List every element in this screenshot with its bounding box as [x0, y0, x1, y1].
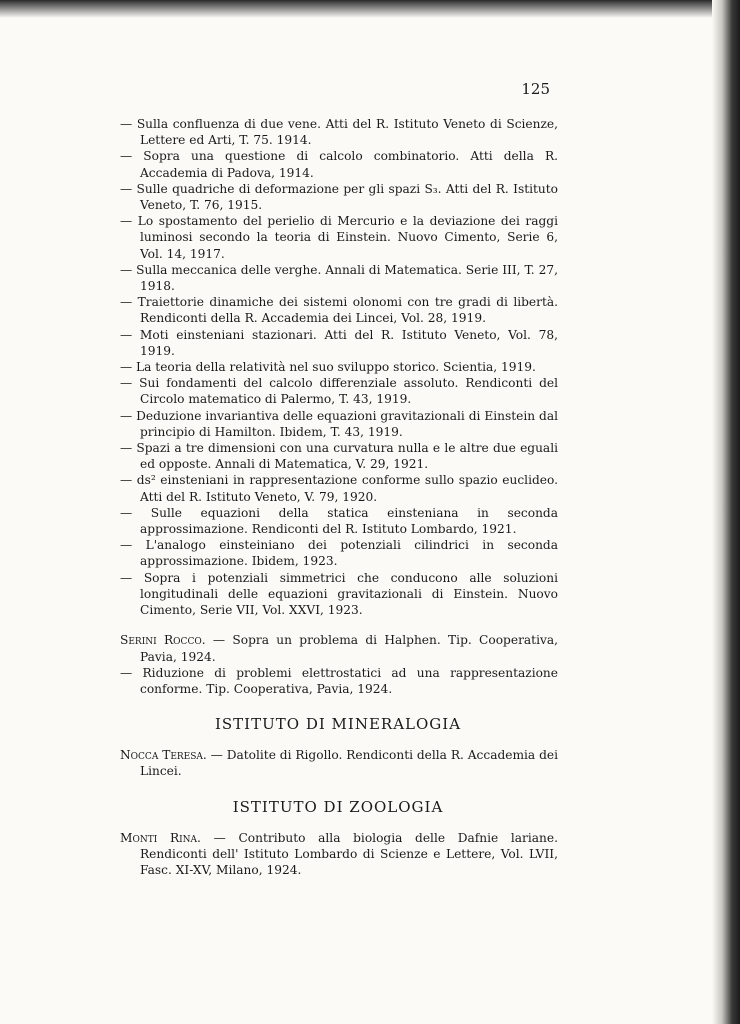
- list-item: — Deduzione invariantiva delle equazioni gravitazionali di Einstein dal principio di Hamilton. Ibidem, T. 43, 1919.: [120, 408, 558, 439]
- entry-text: — Sopra un problema di Halphen. Tip. Cooperativa, Pavia, 1924.: [140, 633, 558, 664]
- list-item: — Traiettorie dinamiche dei sistemi olonomi con tre gradi di libertà. Rendiconti della R. Accademia dei Lincei, Vol. 28, 1919.: [120, 295, 558, 326]
- scan-edge-right: [712, 0, 740, 1024]
- monti-entry: [118, 830, 558, 879]
- list-item: — Lo spostamento del perielio di Mercurio e la deviazione dei raggi luminosi secondo la teoria di Einstein. Nuovo Cimento, Serie 6, Vol. 14, 1917.: [120, 214, 558, 261]
- list-item: — Sulla confluenza di due vene. Atti del R. Istituto Veneto di Scienze, Lettere ed Arti, T. 75. 1914.: [120, 117, 558, 148]
- heading-mineralogia: ISTITUTO DI MINERALOGIA: [214, 715, 462, 734]
- author-name: Nocca Teresa.: [120, 748, 207, 763]
- scan-edge-top: [0, 0, 740, 18]
- page-number: 125: [521, 80, 550, 98]
- entry-text: — Contributo alla biologia delle Dafnie lariane. Rendiconti dell' Istituto Lombardo di Scienze e Lettere, Vol. LVII, Fasc. XI-XV, Milano, 1924.: [140, 830, 558, 877]
- list-item: — Sulle equazioni della statica einsteniana in seconda approssimazione. Rendiconti del R. Istituto Lombardo, 1921.: [120, 505, 558, 537]
- entry-text: — Datolite di Rigollo. Rendiconti della R. Accademia dei Lincei.: [140, 748, 558, 779]
- heading-zoologia: ISTITUTO DI ZOOLOGIA: [232, 797, 444, 816]
- list-item: — Sopra i potenziali simmetrici che conducono alle soluzioni longitudinali delle equazioni gravitazionali di Einstein. Nuovo Cimento, Serie VII, Vol. XXVI, 1923.: [120, 570, 558, 618]
- list-item: — Moti einsteniani stazionari. Atti del R. Istituto Veneto, Vol. 78, 1919.: [120, 327, 558, 358]
- serini-entry-1: [118, 632, 558, 664]
- list-item: — La teoria della relatività nel suo sviluppo storico. Scientia, 1919.: [120, 360, 536, 375]
- list-item: — Sulla meccanica delle verghe. Annali di Matematica. Serie III, T. 27, 1918.: [120, 262, 558, 294]
- serini-entry-2: — Riduzione di problemi elettrostatici ad una rappresentazione conforme. Tip. Cooperativa, Pavia, 1924.: [120, 665, 558, 696]
- author-name: Serini Rocco.: [120, 633, 206, 648]
- list-item: — Sopra una questione di calcolo combinatorio. Atti della R. Accademia di Padova, 1914.: [120, 149, 558, 180]
- author-name: Monti Rina.: [120, 830, 201, 845]
- nocca-entry: [118, 747, 558, 779]
- list-item: — Sulle quadriche di deformazione per gli spazi S₃. Atti del R. Istituto Veneto, T. 76, 1915.: [120, 181, 558, 213]
- list-item: — Sui fondamenti del calcolo differenziale assoluto. Rendiconti del Circolo matematico di Palermo, T. 43, 1919.: [120, 376, 558, 407]
- bibliography: [118, 116, 558, 878]
- list-item: — ds² einsteniani in rappresentazione conforme sullo spazio euclideo. Atti del R. Istituto Veneto, V. 79, 1920.: [120, 473, 558, 504]
- list-item: — Spazi a tre dimensioni con una curvatura nulla e le altre due eguali ed opposte. Annali di Matematica, V. 29, 1921.: [120, 441, 558, 472]
- list-item: — L'analogo einsteiniano dei potenziali cilindrici in seconda approssimazione. Ibidem, 1923.: [120, 538, 558, 569]
